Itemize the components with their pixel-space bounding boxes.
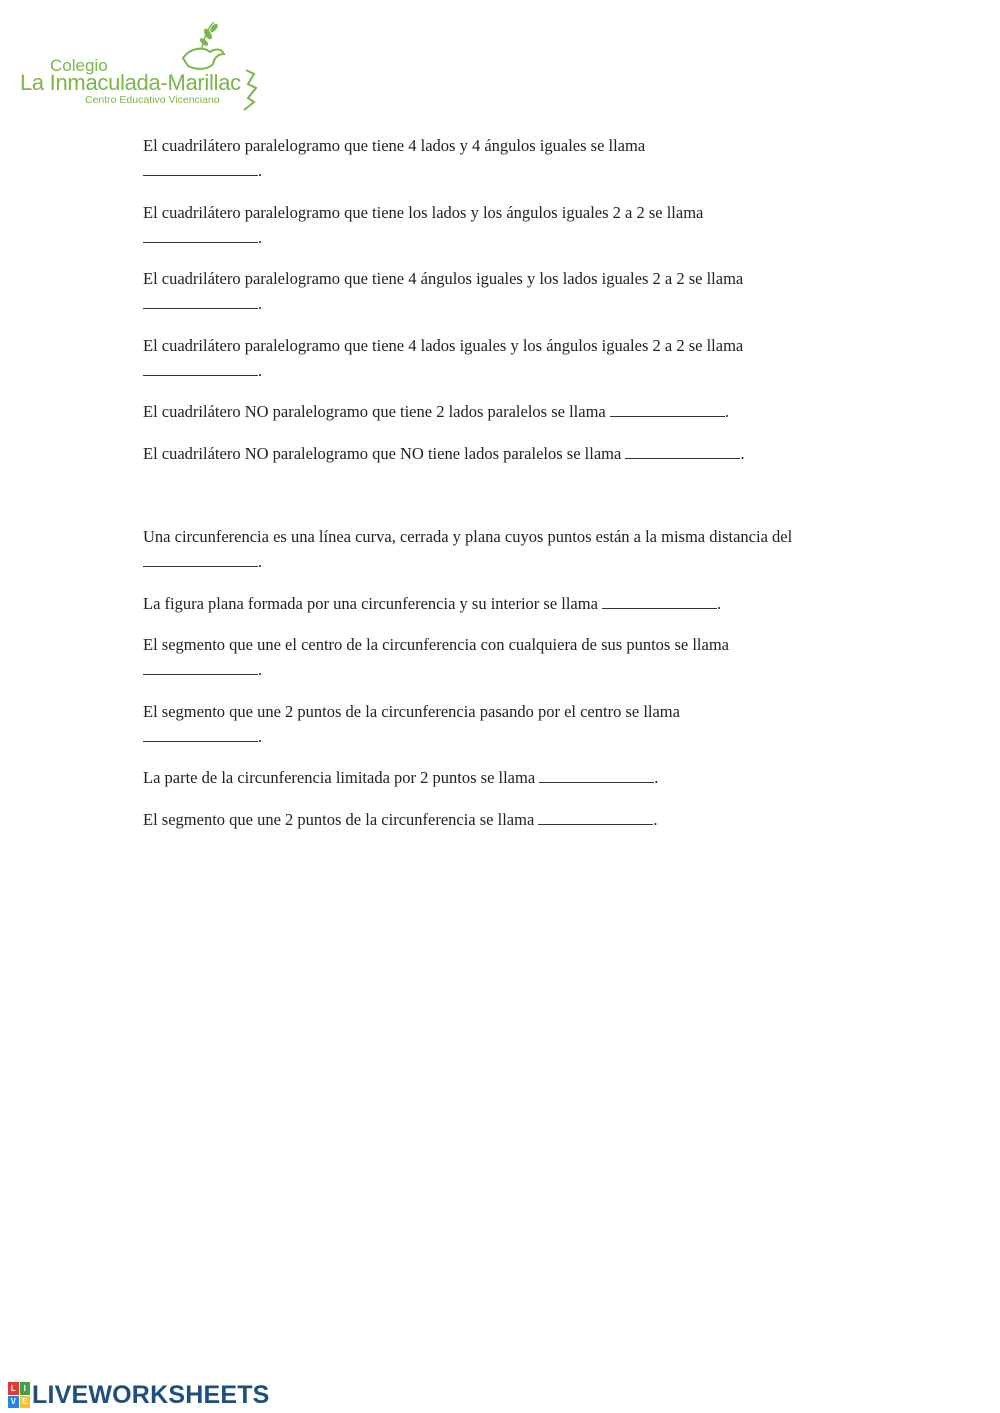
logo-line-2: La Inmaculada-Marillac (20, 70, 241, 95)
question-text: La figura plana formada por una circunferencia y su interior se llama (143, 593, 598, 613)
question-end: . (724, 402, 729, 421)
logo-line-1: Colegio (50, 56, 108, 75)
question (143, 441, 863, 466)
question-end: . (258, 227, 263, 247)
quadrilateral-questions (143, 133, 863, 466)
question-text: El segmento que une 2 puntos de la circunferencia se llama (143, 809, 535, 829)
answer-blank[interactable] (602, 594, 717, 609)
answer-blank[interactable] (143, 294, 258, 309)
question (143, 632, 863, 682)
school-logo (18, 18, 268, 113)
question (143, 699, 863, 749)
worksheet-body (143, 133, 863, 848)
question-text: El cuadrilátero NO paralelogramo que NO tiene lados paralelos se llama (143, 443, 622, 463)
question-text: El cuadrilátero paralelogramo que tiene 4 lados iguales y los ángulos iguales 2 a 2 se llama (143, 335, 744, 355)
answer-blank[interactable] (625, 444, 740, 459)
answer-blank[interactable] (143, 552, 258, 567)
question-end: . (258, 294, 263, 313)
question-text: Una circunferencia es una línea curva, cerrada y plana cuyos puntos están a la misma distancia del (143, 527, 793, 546)
answer-blank[interactable] (143, 228, 258, 243)
question (143, 200, 863, 250)
question-text: El cuadrilátero paralelogramo que tiene 4 ángulos iguales y los lados iguales 2 a 2 se llama (143, 269, 744, 288)
question-text: El segmento que une 2 puntos de la circunferencia pasando por el centro se llama (143, 701, 680, 721)
logo-line-3: Centro Educativo Vicenciano (85, 94, 220, 106)
answer-blank[interactable] (610, 402, 725, 417)
answer-blank[interactable] (143, 660, 258, 675)
badge-letter: L (8, 1382, 19, 1395)
question-end: . (258, 360, 263, 380)
question-end: . (258, 726, 263, 746)
brand-name: LIVEWORKSHEETS (32, 1380, 270, 1409)
question (143, 333, 863, 383)
question (143, 133, 863, 183)
answer-blank[interactable] (143, 727, 258, 742)
question-text: La parte de la circunferencia limitada por 2 puntos se llama (143, 768, 536, 787)
question-end: . (258, 161, 263, 180)
badge-letter: I (20, 1382, 31, 1395)
question-end: . (258, 552, 263, 571)
circle-questions (143, 524, 863, 832)
question (143, 591, 863, 616)
question (143, 807, 863, 832)
liveworksheets-footer (8, 1380, 270, 1410)
question-text: El segmento que une el centro de la circunferencia con cualquiera de sus puntos se llama (143, 635, 729, 654)
live-badge-icon (8, 1382, 30, 1408)
question-end: . (717, 593, 722, 613)
question (143, 399, 863, 424)
answer-blank[interactable] (539, 768, 654, 783)
question-end: . (740, 443, 745, 463)
answer-blank[interactable] (143, 161, 258, 176)
section-gap (143, 482, 863, 524)
question (143, 765, 863, 790)
question (143, 524, 863, 574)
badge-letter: V (8, 1396, 19, 1409)
question-text: El cuadrilátero paralelogramo que tiene 4 lados y 4 ángulos iguales se llama (143, 136, 646, 155)
question-end: . (654, 768, 659, 787)
answer-blank[interactable] (143, 361, 258, 376)
question-text: El cuadrilátero paralelogramo que tiene los lados y los ángulos iguales 2 a 2 se llama (143, 202, 704, 222)
question (143, 266, 863, 316)
badge-letter: E (20, 1396, 31, 1409)
question-text: El cuadrilátero NO paralelogramo que tiene 2 lados paralelos se llama (143, 402, 606, 421)
question-end: . (653, 809, 658, 829)
answer-blank[interactable] (538, 810, 653, 825)
question-end: . (258, 660, 263, 679)
